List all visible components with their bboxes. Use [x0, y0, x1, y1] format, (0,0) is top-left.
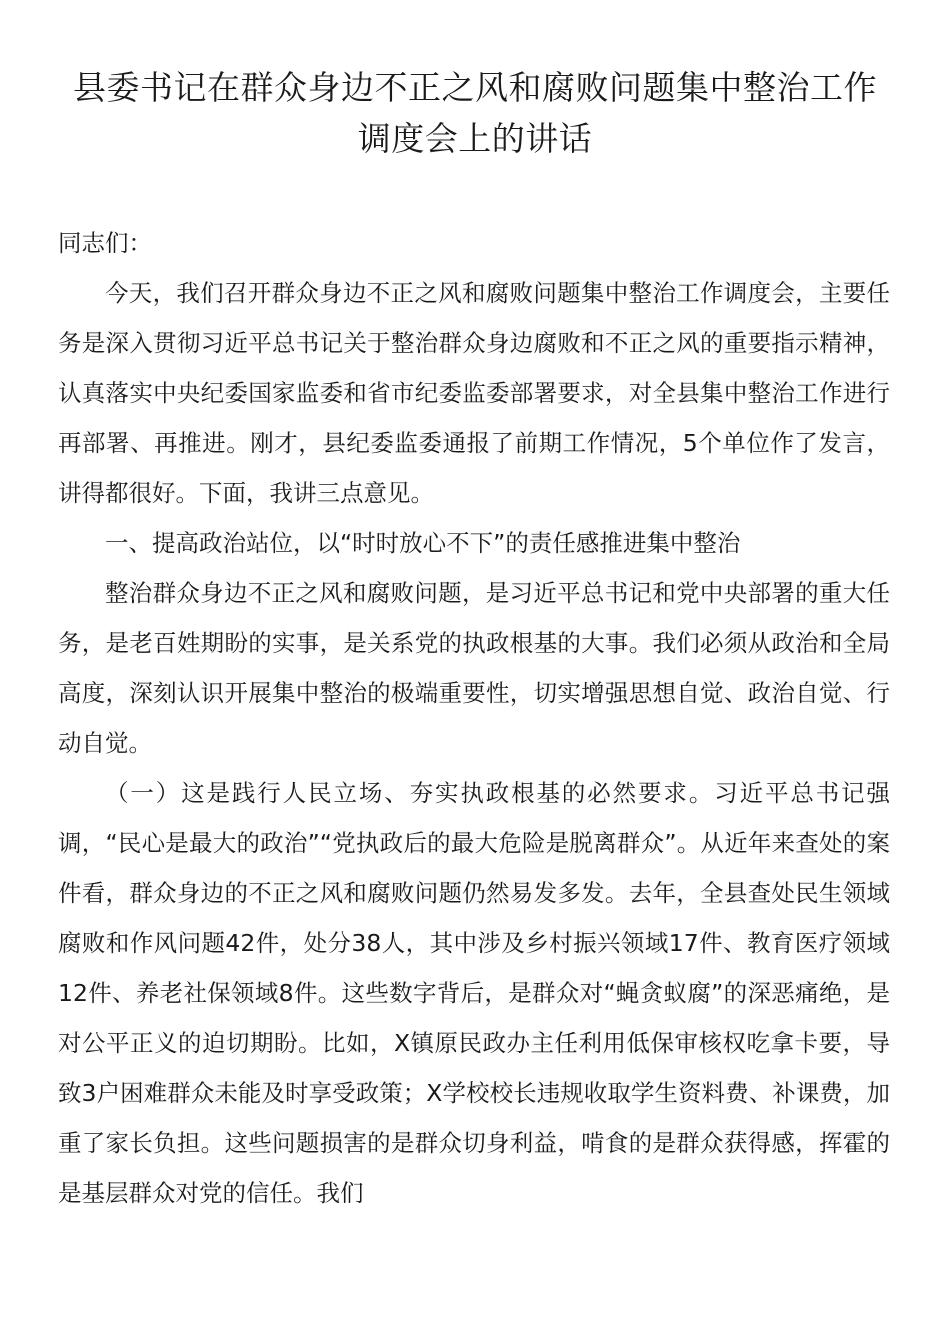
paragraph-section-1: 整治群众身边不正之风和腐败问题，是习近平总书记和党中央部署的重大任务，是老百姓期盼的实事，是关系党的执政根基的大事。我们必须从政治和全局高度，深刻认识开展集中整治的极端重要性，切实增强思想自觉、政治自觉、行动自觉。 — [58, 579, 890, 757]
salutation: 同志们： — [58, 229, 152, 257]
document-body — [58, 218, 890, 1218]
paragraph-point-1: （一）这是践行人民立场、夯实执政根基的必然要求。习近平总书记强调，“民心是最大的政治”“党执政后的最大危险是脱离群众”。从近年来查处的案件看，群众身边的不正之风和腐败问题仍然易发多发。去年，全县查处民生领域腐败和作风问题42件，处分38人，其中涉及乡村振兴领域17件、教育医疗领域12件、养老社保领域8件。这些数字背后，是群众对“蝇贪蚁腐”的深恶痛绝，是对公平正义的迫切期盼。比如，X镇原民政办主任利用低保审核权吃拿卡要，导致3户困难群众未能及时享受政策；X学校校长违规收取学生资料费、补课费，加重了家长负担。这些问题损害的是群众切身利益，啃食的是群众获得感，挥霍的是基层群众对党的信任。我们 — [58, 779, 890, 1207]
section-heading-1: 一、提高政治站位，以“时时放心不下”的责任感推进集中整治 — [105, 529, 741, 557]
document-title: 县委书记在群众身边不正之风和腐败问题集中整治工作调度会上的讲话 — [73, 68, 877, 158]
paragraph-intro: 今天，我们召开群众身边不正之风和腐败问题集中整治工作调度会，主要任务是深入贯彻习近平总书记关于整治群众身边腐败和不正之风的重要指示精神，认真落实中央纪委国家监委和省市纪委监委部署要求，对全县集中整治工作进行再部署、再推进。刚才，县纪委监委通报了前期工作情况，5个单位作了发言，讲得都很好。下面，我讲三点意见。 — [58, 279, 890, 507]
